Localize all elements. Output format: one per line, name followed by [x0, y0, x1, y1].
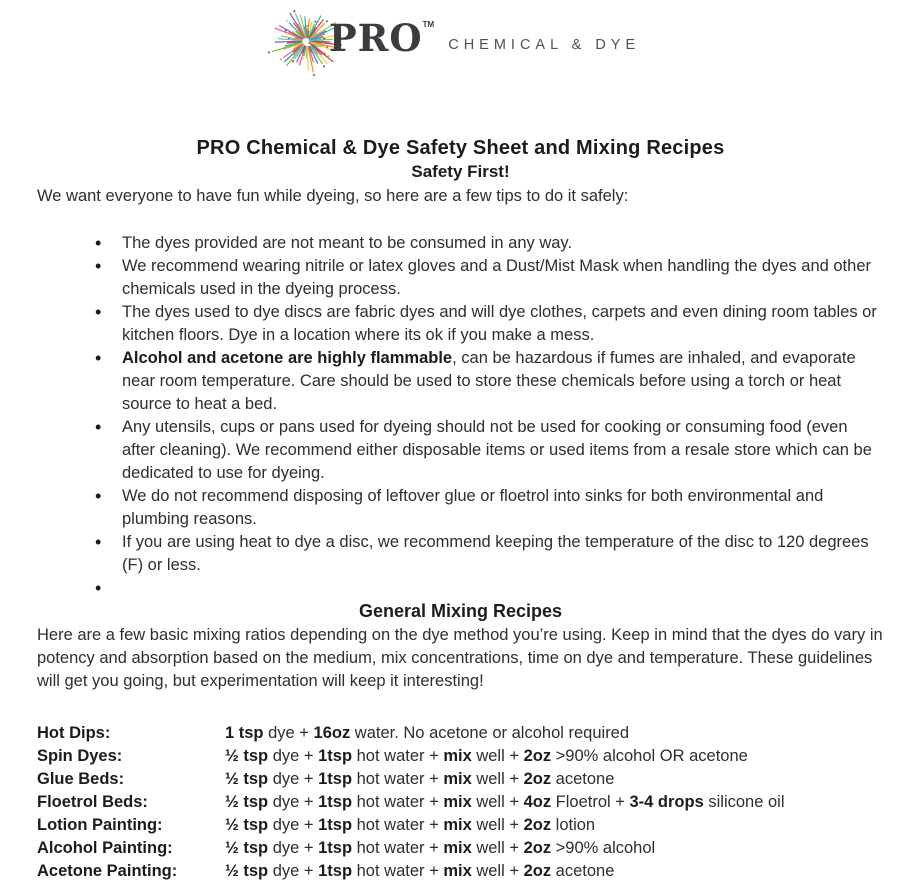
brand-wordmark: PRO [328, 16, 423, 60]
recipe-row [37, 837, 884, 860]
recipe-row [37, 860, 884, 883]
recipe-row [37, 791, 884, 814]
safety-tip-item [95, 577, 884, 600]
safety-tip-item: • We recommend wearing nitrile or latex gloves and a Dust/Mist Mask when handling the dyes and other chemicals used in the dyeing process. [95, 255, 884, 301]
mixing-intro-paragraph: Here are a few basic mixing ratios depending on the dye method you’re using. Keep in mind that the dyes do vary in potency and absorption based on the medium, mix concentrations, time on dye and temperature. These guidelines will get you going, but experimentation will keep it interesting! [37, 626, 883, 690]
recipe-value: ½ tsp dye + 1tsp hot water + mix well + 2oz acetone [225, 862, 615, 880]
recipe-label: Hot Dips: [37, 724, 111, 742]
recipe-label: Acetone Painting: [37, 862, 178, 880]
recipe-row [37, 745, 884, 768]
intro-paragraph: We want everyone to have fun while dyeing, so here are a few tips to do it safely: [37, 187, 629, 205]
recipe-value: ½ tsp dye + 1tsp hot water + mix well + 2oz lotion [225, 816, 596, 834]
mixing-recipes-heading: General Mixing Recipes [358, 601, 563, 621]
safety-tip-item: • The dyes provided are not meant to be consumed in any way. [95, 232, 884, 255]
safety-tip-item: • We do not recommend disposing of leftover glue or floetrol into sinks for both environmental and plumbing reasons. [95, 485, 884, 531]
recipe-label: Lotion Painting: [37, 816, 163, 834]
recipe-value: ½ tsp dye + 1tsp hot water + mix well + 2oz >90% alcohol [225, 839, 656, 857]
recipe-label: Floetrol Beds: [37, 793, 148, 811]
safety-tip-item: • Any utensils, cups or pans used for dyeing should not be used for cooking or consuming food (even after cleaning). We recommend either disposable items or used items from a resale store which can be dedicated to use for dyeing. [95, 416, 884, 485]
trademark-symbol: TM [422, 20, 435, 29]
recipe-label: Alcohol Painting: [37, 839, 173, 857]
recipe-label: Glue Beds: [37, 770, 125, 788]
recipe-row [37, 814, 884, 837]
safety-tip-item: • Alcohol and acetone are highly flammable, can be hazardous if fumes are inhaled, and evaporate near room temperature. Care should be used to store these chemicals before using a torch or heat source to heat a bed. [95, 347, 884, 416]
recipe-row [37, 768, 884, 791]
page-title: PRO Chemical & Dye Safety Sheet and Mixing Recipes [196, 137, 725, 159]
safety-tip-item: • If you are using heat to dye a disc, we recommend keeping the temperature of the disc to 120 degrees (F) or less. [95, 531, 884, 577]
recipe-value: ½ tsp dye + 1tsp hot water + mix well + 4oz Floetrol + 3-4 drops silicone oil [225, 793, 785, 811]
recipe-label: Spin Dyes: [37, 747, 123, 765]
safety-tip-item: • The dyes used to dye discs are fabric dyes and will dye clothes, carpets and even dining room tables or kitchen floors. Dye in a location where its ok if you make a mess. [95, 301, 884, 347]
brand-tagline: CHEMICAL & DYE [448, 37, 641, 53]
recipe-value: ½ tsp dye + 1tsp hot water + mix well + 2oz >90% alcohol OR acetone [225, 747, 748, 765]
recipes-table [37, 722, 884, 883]
page-subtitle: Safety First! [411, 162, 510, 181]
recipe-row [37, 722, 884, 745]
recipe-value: ½ tsp dye + 1tsp hot water + mix well + 2oz acetone [225, 770, 615, 788]
logo [37, 5, 884, 71]
safety-tips-list [37, 232, 884, 600]
recipe-value: 1 tsp dye + 16oz water. No acetone or alcohol required [225, 724, 630, 742]
